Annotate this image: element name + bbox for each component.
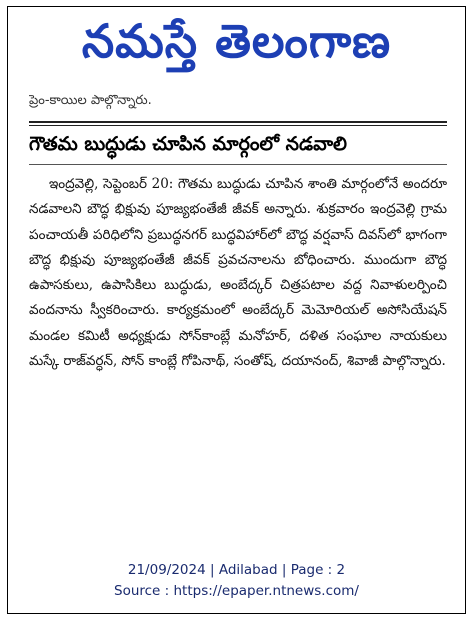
source-footer [0,560,473,602]
article-headline: గౌతమ బుద్ధుడు చూపిన మార్గంలో నడవాలి [29,133,347,155]
previous-article-cut-line: ప్రెం-కాయిల పాల్గొన్నారు. [29,93,152,108]
newspaper-masthead: నమస్తే తెలంగాణ [81,14,392,68]
edition-info: 21/09/2024 | Adilabad | Page : 2 [127,562,346,578]
article-body: ఇంద్రవెల్లి, సెప్టెంబర్ 20: గౌతమ బుద్ధుడు చూపిన శాంతి మార్గంలోనే అందరూ నడవాలని బౌద్ధ భిక్షువు పూజ్యభంతేజీ జీవక్ అన్నారు. శుక్రవారం ఇంద్రవెల్లి గ్రామ పంచాయతీ పరిధిలోని ప్రబుద్ధనగర్ బుద్ధవిహార్‌లో బౌద్ధ వర్షవాస్ దివస్‌లో భాగంగా బౌద్ధ భిక్షువు పూజ్యభంతేజీ జీవక్ ప్రవచనాలను బోధించారు. ముందుగా బౌద్ధ ఉపాసకులు, ఉపాసికిలు బుద్ధుడు, అంబేద్కర్ చిత్రపటాల వద్ద నివాళులర్పించి వందనాను స్వీకరించారు. కార్యక్రమంలో అంబేద్కర్ మెమోరియల్ అసోసియేషన్ మండల కమిటీ అధ్యక్షుడు సోన్‌కాంబ్లే మనోహర్, దళిత సంఘాల నాయకులు మస్కే రాజ్‌వర్ధన్, సోన్ కాంబ్లే గోపినాథ్, సంతోష్, దయానంద్, శివాజీ పాల్గొన్నారు. [29,176,447,370]
headline-rule-top [29,121,447,123]
headline-rule-under [29,164,447,165]
news-clipping [29,90,447,492]
source-link[interactable]: Source : https://epaper.ntnews.com/ [114,583,359,599]
